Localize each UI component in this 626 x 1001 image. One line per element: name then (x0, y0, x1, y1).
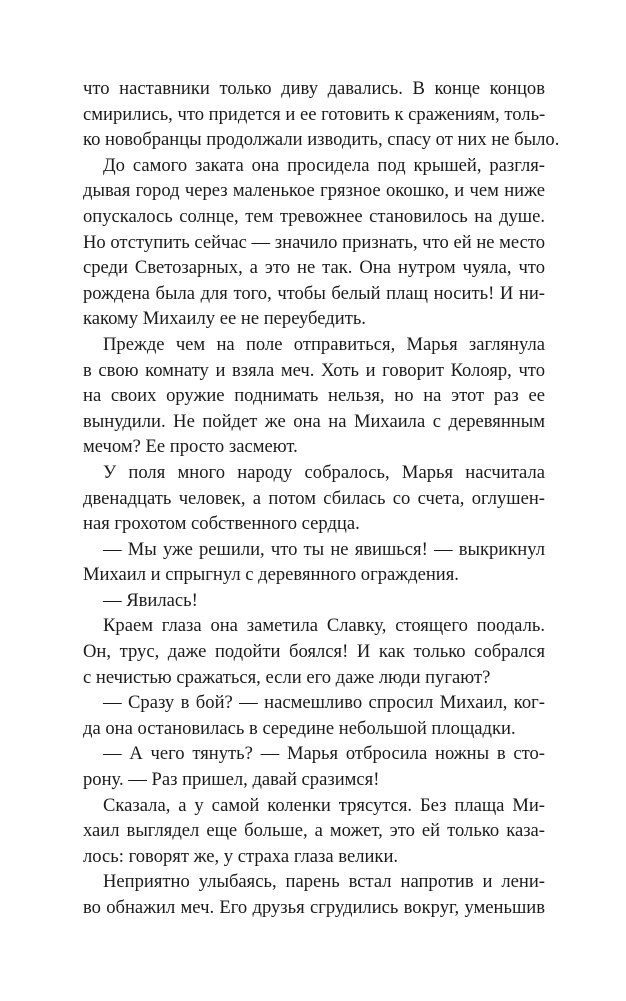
text-line: опускалось солнце, тем тревожнее становилось на душе. (83, 205, 545, 227)
text-line: — Сразу в бой? — насмешливо спросил Михаил, ког- (103, 692, 545, 714)
text-line: Михаил и спрыгнул с деревянного ограждения. (83, 564, 459, 586)
text-line: Краем глаза она заметила Славку, стоящего поодаль. (103, 615, 545, 637)
text-line: дывая город через маленькое грязное окошко, и чем ниже (83, 180, 545, 202)
text-line: У поля много народу собралось, Марья насчитала (103, 461, 545, 483)
text-line: лось: говорят же, у страха глаза велики. (83, 845, 399, 867)
text-line: смирились, что придется и ее готовить к сражениям, толь- (83, 103, 546, 125)
text-line: среди Светозарных, а это не так. Она нутром чуяла, что (83, 257, 545, 279)
text-line: на своих оружие поднимать нельзя, но на этот раз ее (83, 385, 545, 407)
text-line: во обнажил меч. Его друзья сгрудились вокруг, уменьшив (83, 897, 545, 918)
text-line: — Мы уже решили, что ты не явишься! — выкрикнул (103, 538, 545, 560)
text-line: да она остановилась в середине небольшой площадки. (83, 717, 516, 739)
text-line: в свою комнату и взяла меч. Хоть и говорит Колояр, что (83, 359, 545, 381)
text-line: Он, трус, даже подойти боялся! И как только собрался (83, 641, 545, 663)
text-line: какому Михаилу ее не переубедить. (83, 308, 366, 330)
text-line: Неприятно улыбаясь, парень встал напротив и лени- (103, 871, 545, 893)
text-line: мечом? Ее просто засмеют. (83, 436, 298, 458)
text-line: До самого заката она просидела под крышей, разгля- (103, 154, 545, 176)
text-line: рождена была для того, чтобы белый плащ носить! И ни- (83, 282, 545, 304)
text-line: рону. — Раз пришел, давай сразимся! (83, 769, 380, 791)
page-text (83, 76, 560, 921)
text-line: — Явилась! (103, 589, 198, 611)
text-line: что наставники только диву давались. В конце концов (83, 78, 545, 99)
text-line: — А чего тянуть? — Марья отбросила ножны в сто- (103, 743, 545, 765)
text-line: вынудили. Не пойдет же она на Михаила с деревянным (83, 410, 545, 432)
text-line: ко новобранцы продолжали изводить, спасу от них не было. (83, 129, 560, 151)
text-line: с нечистью сражаться, если его даже люди пугают? (83, 666, 491, 688)
text-line: хаил выглядел еще больше, а может, это ей только каза- (83, 820, 545, 842)
text-line: Прежде чем на поле отправиться, Марья заглянула (103, 333, 545, 355)
text-line: двенадцать человек, а потом сбилась со счета, оглушен- (83, 487, 545, 509)
text-line: Сказала, а у самой коленки трясутся. Без плаща Ми- (103, 794, 545, 816)
text-line: ная грохотом собственного сердца. (83, 513, 360, 535)
text-line: Но отступить сейчас — значило признать, что ей не место (83, 231, 546, 253)
